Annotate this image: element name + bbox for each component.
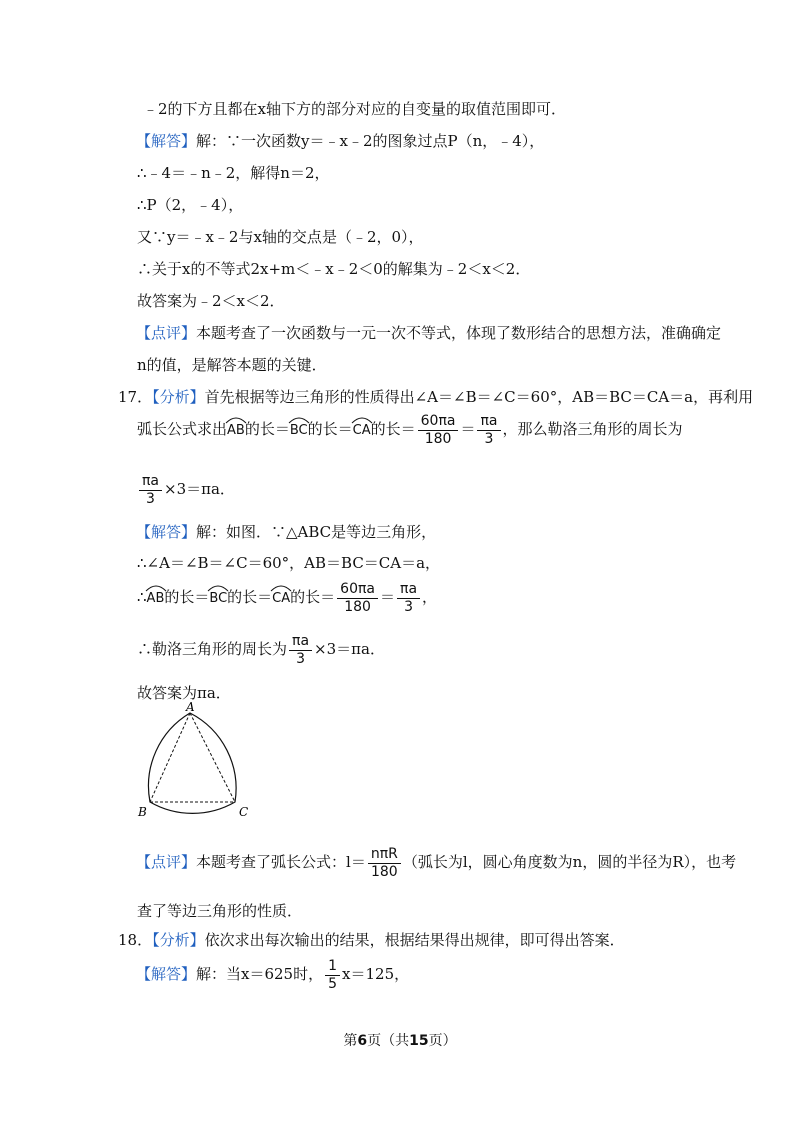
comment-tag: 【点评】 — [136, 324, 197, 342]
page-footer: 第6页（共15页） — [343, 1033, 457, 1049]
vertex-label-b: B — [138, 805, 147, 819]
answer-tag: 【解答】 — [136, 965, 197, 983]
total-pages: 15 — [409, 1033, 429, 1049]
text-line: $\frac{\pi a}{3}$ ×3＝πa． — [137, 470, 235, 508]
text-line: 又∵y＝﹣x﹣2与x轴的交点是（﹣2，0）， — [137, 228, 424, 246]
fraction-pia-3: $\frac{\pi a}{3}$ — [397, 581, 420, 616]
page-number: 6 — [357, 1033, 368, 1049]
reuleaux-triangle-diagram — [135, 702, 265, 827]
comment-tag: 【点评】 — [136, 853, 197, 871]
text-line: 【解答】解：如图．∵△ABC是等边三角形， — [136, 523, 437, 541]
text-line: 故答案为πa． — [137, 684, 231, 702]
text-line: 【解答】解：∵一次函数y＝﹣x﹣2的图象过点P（n，﹣4）， — [136, 132, 545, 150]
fraction-1-5: $\frac{1}{5}$ — [325, 958, 340, 993]
arc-ab-label: AB — [147, 586, 165, 606]
reuleaux-triangle-figure — [135, 702, 265, 827]
text-line: 故答案为﹣2＜x＜2． — [137, 292, 285, 310]
text-line: 查了等边三角形的性质． — [137, 902, 303, 920]
text-line-arc-formula: ∴ AB的长＝ BC的长＝ CA的长＝ $\frac{60\pi a}{180}$ ＝ $\frac{\pi a}{3}$ ， — [137, 580, 438, 615]
fraction-pia-3: $\frac{\pi a}{3}$ — [289, 633, 312, 668]
analysis-tag: 【分析】 — [152, 931, 205, 949]
text-line: 17．【分析】首先根据等边三角形的性质得出∠A＝∠B＝∠C＝60°，AB＝BC＝CA＝a，再利用 — [118, 388, 754, 406]
arc-ca-label: CA — [353, 418, 371, 438]
text-line: ﹣2的下方且都在x轴下方的部分对应的自变量的取值范围即可． — [143, 100, 567, 118]
text-line: 【点评】本题考查了一次函数与一元一次不等式，体现了数形结合的思想方法，准确确定 — [136, 324, 722, 342]
text-line: 18．【分析】依次求出每次输出的结果，根据结果得出规律，即可得出答案． — [118, 931, 625, 949]
text-line-arc-formula: 弧长公式求出 AB的长＝ BC的长＝ CA的长＝ $\frac{60\pi a}{180}$ ＝ $\frac{\pi a}{3}$ ，那么勒洛三角形的周长为 — [137, 412, 683, 447]
text-line: n的值，是解答本题的关键． — [137, 356, 327, 374]
fraction-60pia-180: $\frac{60\pi a}{180}$ — [337, 581, 378, 616]
answer-tag: 【解答】 — [136, 132, 197, 150]
fraction-pia-3: $\frac{\pi a}{3}$ — [139, 473, 162, 508]
text-line: ∴∠A＝∠B＝∠C＝60°，AB＝BC＝CA＝a， — [137, 554, 441, 572]
answer-tag: 【解答】 — [136, 523, 197, 541]
arc-bc-label: BC — [290, 418, 308, 438]
vertex-label-a: A — [186, 702, 195, 714]
fraction-npir-180: $\frac{\text{nπR}}{180}$ — [368, 846, 401, 881]
text-line: ∴P（2，﹣4）， — [137, 196, 244, 214]
text-line: 【解答】解：当x＝625时， $\frac{1}{5}$ x＝125， — [136, 957, 410, 992]
arc-ca-label: CA — [272, 586, 290, 606]
vertex-label-c: C — [239, 805, 249, 819]
fraction-60pia-180: $\frac{60\pi a}{180}$ — [418, 413, 459, 448]
text-line: ∴勒洛三角形的周长为 $\frac{\pi a}{3}$ ×3＝πa． — [137, 632, 385, 667]
text-line: 【点评】本题考查了弧长公式：l＝ $\frac{\text{nπR}}{180}$ （弧长为l，圆心角度数为n，圆的半径为R），也考 — [136, 845, 737, 880]
fraction-pia-3: $\frac{\pi a}{3}$ — [477, 413, 500, 448]
text-line: ∴关于x的不等式2x+m＜﹣x﹣2＜0的解集为﹣2＜x＜2． — [137, 260, 531, 278]
analysis-tag: 【分析】 — [152, 388, 205, 406]
arc-ab-label: AB — [227, 418, 245, 438]
text-line: ∴﹣4＝﹣n﹣2，解得n＝2， — [137, 164, 330, 182]
arc-bc-label: BC — [209, 586, 227, 606]
